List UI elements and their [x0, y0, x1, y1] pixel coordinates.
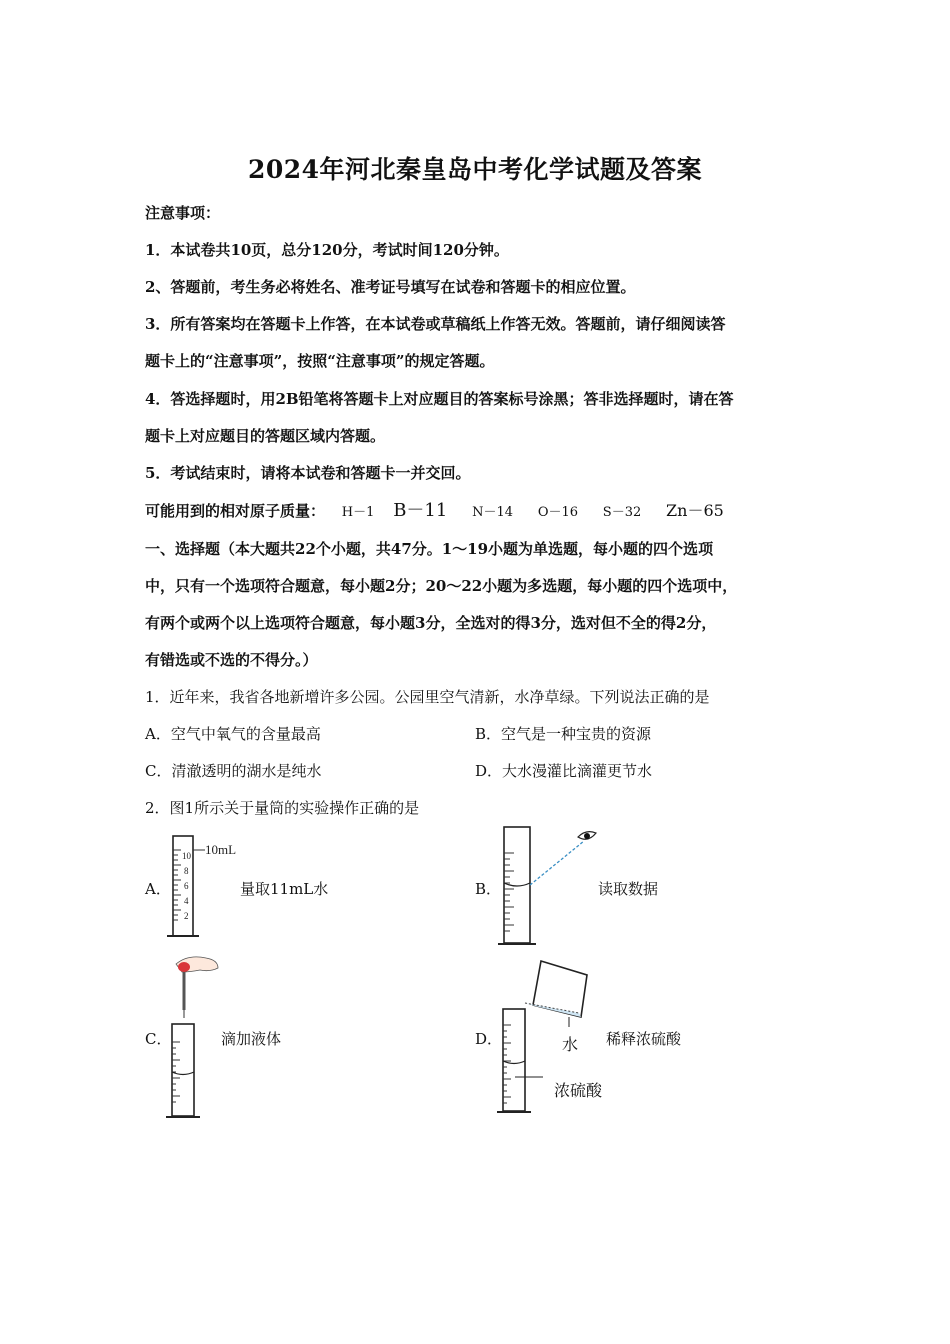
mass-b: B－11: [393, 500, 448, 521]
mass-s: S－32: [602, 505, 642, 520]
q2-c-caption: 滴加液体: [221, 1030, 282, 1048]
tick-label-a-2: 8: [184, 866, 189, 876]
notice-item-3a: 3．所有答案均在答题卡上作答，在本试卷或草稿纸上作答无效。答题前，请仔细阅读答: [145, 315, 726, 333]
mass-o: O－16: [537, 505, 579, 520]
q2-d-caption: 稀释浓硫酸: [606, 1030, 682, 1048]
notice-item-5: 5．考试结束时，请将本试卷和答题卡一并交回。: [145, 464, 471, 482]
tick-label-a-5: 2: [184, 911, 189, 921]
q2-option-d-letter: D．: [475, 1030, 503, 1048]
q1-option-c: C．清澈透明的湖水是纯水: [145, 762, 322, 780]
q1-option-a: A．空气中氧气的含量最高: [145, 725, 321, 743]
q1-option-b: B．空气是一种宝贵的资源: [475, 725, 652, 743]
mass-n: N－14: [472, 505, 514, 520]
acid-label: 浓硫酸: [554, 1081, 603, 1100]
atomic-mass-label: 可能用到的相对原子质量：: [145, 502, 326, 520]
dropper-icon: [178, 962, 190, 1018]
water-label: 水: [562, 1035, 579, 1054]
q2-option-b-letter: B．: [475, 880, 502, 898]
eye-icon: [578, 832, 596, 840]
section1-line-3: 有两个或两个以上选项符合题意，每小题3分，全选对的得3分，选对但不全的得2分，: [145, 614, 717, 632]
beaker-icon: [525, 961, 587, 1017]
q2-b-caption: 读取数据: [598, 880, 659, 898]
notice-item-1: 1．本试卷共10页，总分120分，考试时间120分钟。: [145, 241, 509, 259]
dropper-cylinder-c-figure: [160, 950, 230, 1120]
q2-stem: 2．图1所示关于量筒的实验操作正确的是: [145, 799, 420, 817]
tick-label-a-4: 4: [184, 896, 189, 906]
q1-option-d: D．大水漫灌比滴灌更节水: [475, 762, 653, 780]
notice-item-2: 2、答题前，考生务必将姓名、准考证号填写在试卷和答题卡的相应位置。: [145, 278, 636, 296]
q2-option-a-letter: A．: [145, 880, 171, 898]
notice-item-4a: 4．答选择题时，用2B铅笔将答题卡上对应题目的答案标号涂黑；答非选择题时，请在答: [145, 390, 734, 408]
section1-line-4: 有错选或不选的不得分。）: [145, 651, 318, 669]
section1-line-2: 中，只有一个选项符合题意，每小题2分；20～22小题为多选题，每小题的四个选项中，: [145, 577, 738, 595]
q2-a-caption: 量取11mL水: [240, 880, 329, 898]
page-title: 2024年河北秦皇岛中考化学试题及答案: [247, 155, 703, 184]
tick-label-a-3: 6: [184, 881, 189, 891]
section1-line-1: 一、选择题（本大题共22个小题，共47分。1～19小题为单选题，每小题的四个选项: [145, 540, 714, 558]
mass-h: H－1: [341, 505, 375, 520]
notice-item-3b: 题卡上的“注意事项”，按照“注意事项”的规定答题。: [145, 352, 495, 370]
mass-zn: Zn－65: [666, 501, 724, 520]
graduated-cylinder-a-figure: [165, 828, 245, 946]
q2-option-c-letter: C．: [145, 1030, 172, 1048]
tick-label-a-1: 10: [182, 851, 191, 861]
notice-heading: 注意事项：: [145, 204, 221, 222]
notice-item-4b: 题卡上对应题目的答题区域内答题。: [145, 427, 386, 445]
graduated-cylinder-b-figure: [498, 823, 608, 951]
atomic-mass-line: [145, 496, 724, 522]
mark-10ml: 10mL: [205, 842, 237, 857]
q1-stem: 1．近年来，我省各地新增许多公园。公园里空气清新，水净草绿。下列说法正确的是: [145, 688, 710, 706]
